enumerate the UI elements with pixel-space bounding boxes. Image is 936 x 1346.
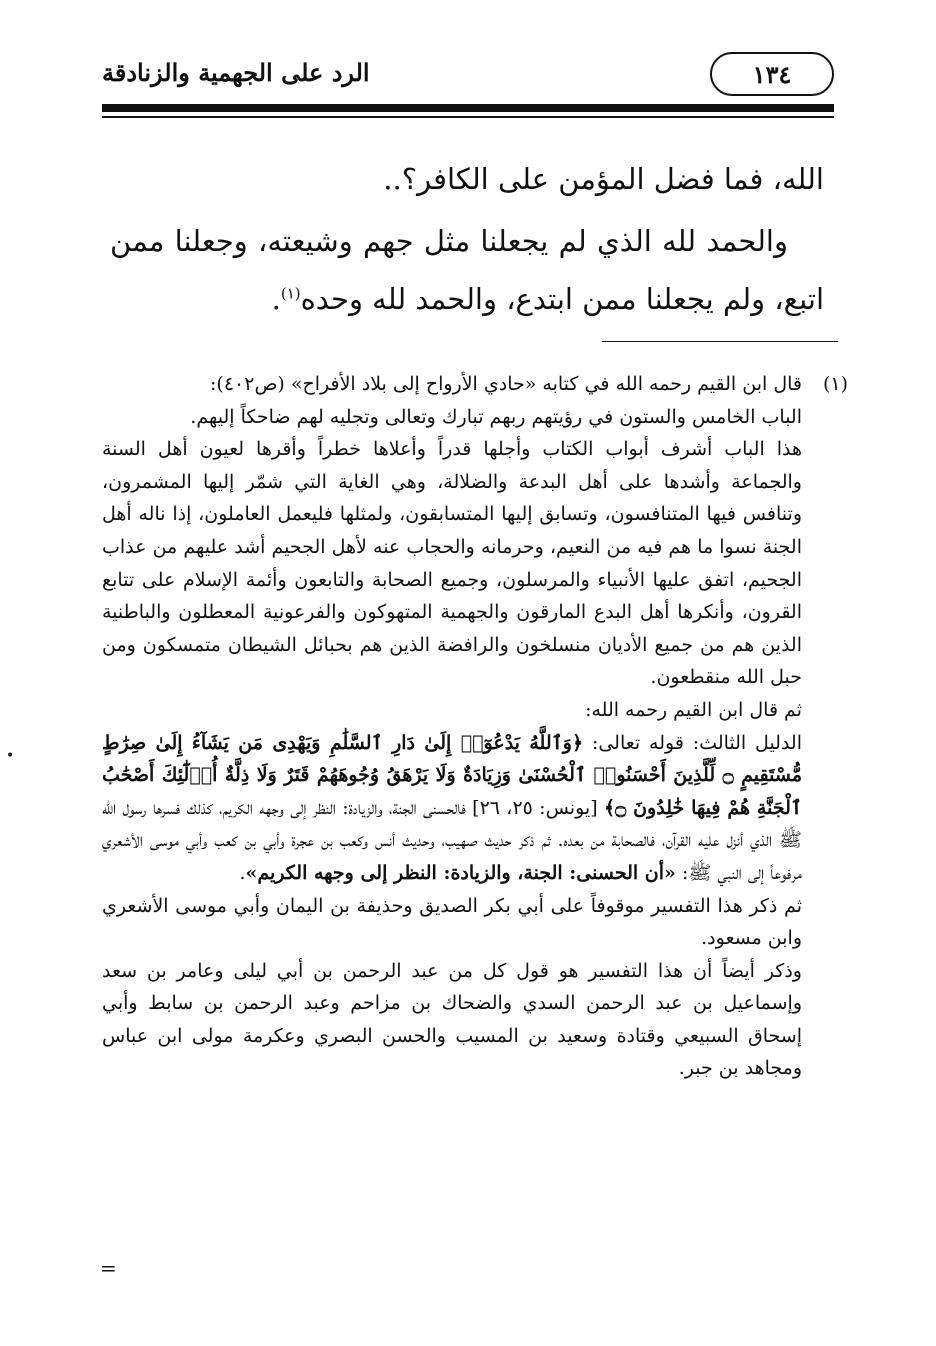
main-paragraph-2-end: .	[271, 282, 281, 316]
footnote-para-3: هذا الباب أشرف أبواب الكتاب وأجلها قدراً وأعلاها خطراً وأقرها لعيون أهل السنة والجماعة وأشدها على أهل البدعة والضلالة، وهي الغاية التي شمّر إليها المشمرون، وتنافس فيها المتنافسون، وتسابق إليها المتسابقون، ولمثلها فليعمل العاملون، إذا ناله أهل الجنة نسوا ما هم فيه من النعيم، وحرمانه والحجاب عنه لأهل الجحيم أشد عليهم من عذاب الجحيم، اتفق عليها الأنبياء والمرسلون، وجميع الصحابة والتابعون وأئمة الإسلام على تتابع القرون، وأنكرها أهل البدع المارقون والجهمية المتهوكون والفرعونية المعطلون والباطنية الذين هم من جميع الأديان منسلخون والرافضة الذين هم بحبائل الشيطان متمسكون ومن حبل الله منقطعون.	[102, 438, 802, 689]
footnote-separator	[602, 341, 838, 342]
header-rule-thin	[102, 116, 834, 118]
footnote-para-4: ثم قال ابن القيم رحمه الله:	[585, 698, 802, 721]
header-rule-thick	[102, 104, 834, 112]
main-paragraph-2	[110, 212, 824, 328]
evidence-rest: [يونس: ٢٥، ٢٦] فالحسنى الجنة، والزيادة: النظر إلى وجهه الكريم، كذلك فسرها رسول الله ﷺ الذي أنزل عليه القرآن، فالصحابة من بعده. ثم ذكر حديث صهيب، وحديث أنس وكعب بن عجرة وأبي بن كعب وأبي موسى الأشعري مرفوعاً إلى النبي ﷺ:	[102, 796, 802, 884]
footnote-para-1: قال ابن القيم رحمه الله في كتابه «حادي الأرواح إلى بلاد الأفراح» (ص٤٠٢):	[209, 373, 802, 395]
main-line-1: الله، فما فضل المؤمن على الكافر؟..	[383, 162, 824, 196]
main-paragraph-2-text: والحمد لله الذي لم يجعلنا مثل جهم وشيعته، وجعلنا ممن اتبع، ولم يجعلنا ممن ابتدع، والحمد لله وحده	[110, 224, 824, 316]
footnote	[102, 368, 802, 1085]
bottom-mark: =	[100, 1256, 117, 1280]
footnote-para-7: وذكر أيضاً أن هذا التفسير هو قول كل من عبد الرحمن بن أبي ليلى وعامر بن سعد وإسماعيل بن عبد الرحمن السدي والضحاك بن مزاحم وعبد الرحمن بن سابط وأبي إسحاق السبيعي وقتادة وسعيد بن المسيب والحسن البصري وعكرمة مولى ابن عباس ومجاهد بن جبر.	[102, 959, 802, 1080]
quran-verse: ﴿وَٱللَّهُ يَدْعُوٓا۟ إِلَىٰ دَارِ ٱلسَّلَٰمِ وَيَهْدِى مَن يَشَآءُ إِلَىٰ صِرَٰطٍ مُّسْتَقِيمٍ ۝ لِّلَّذِينَ أَحْسَنُوا۟ ٱلْحُسْنَىٰ وَزِيَادَةٌ وَلَا يَرْهَقُ وُجُوهَهُمْ قَتَرٌ وَلَا ذِلَّةٌ أُو۟لَٰٓئِكَ أَصْحَٰبُ ٱلْجَنَّةِ هُمْ فِيهَا خَٰلِدُونَ ۝﴾	[102, 731, 803, 819]
running-title: الرد على الجهمية والزنادقة	[102, 58, 370, 87]
edge-mark: •	[6, 748, 15, 764]
footnote-reference[interactable]: (١)	[280, 284, 301, 303]
footnote-para-6: ثم ذكر هذا التفسير موقوفاً على أبي بكر الصديق وحذيفة بن اليمان وأبي موسى الأشعري وابن مسعود.	[102, 894, 802, 950]
footnote-para-5	[102, 727, 802, 890]
hadith-quote: «أن الحسنى: الجنة، والزيادة: النظر إلى وجهه الكريم»	[245, 861, 676, 884]
evidence-end: .	[239, 861, 246, 884]
main-text	[110, 150, 824, 328]
page-number-badge: ١٣٤	[710, 52, 834, 96]
footnote-para-2: الباب الخامس والستون في رؤيتهم ربهم تبارك وتعالى وتجليه لهم ضاحكاً إليهم.	[190, 405, 802, 428]
page-header	[102, 50, 834, 106]
evidence-intro: الدليل الثالث: قوله تعالى:	[591, 731, 803, 754]
footnote-marker: (١)	[822, 373, 848, 395]
